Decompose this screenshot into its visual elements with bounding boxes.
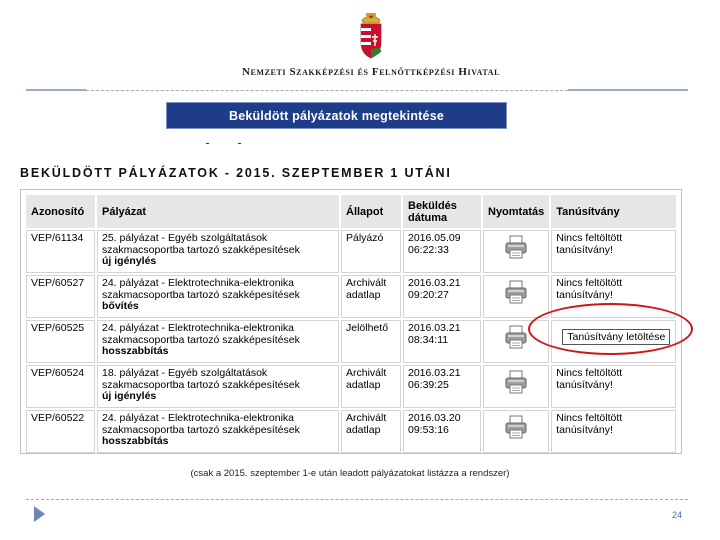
submit-date-cell: [403, 365, 481, 408]
print-cell: [483, 410, 549, 453]
application-cell: [97, 320, 339, 363]
application-title: 18. pályázat - Egyéb szolgáltatások szakmacsoportba tartozó szakképesítések: [102, 367, 300, 391]
applications-table: [24, 193, 678, 455]
column-header-print: Nyomtatás: [483, 195, 549, 228]
page-banner: Beküldött pályázatok megtekintése: [166, 102, 507, 129]
submit-date: 2016.05.09: [408, 232, 461, 244]
header-divider: [26, 90, 688, 91]
application-type: hosszabbítás: [102, 435, 169, 447]
printer-icon[interactable]: [505, 415, 527, 439]
application-cell: [97, 230, 339, 273]
table-row: [26, 275, 676, 318]
submit-time: 09:53:16: [408, 423, 449, 436]
page-title: BEKÜLDÖTT PÁLYÁZATOK - 2015. SZEPTEMBER 1 UTÁNI: [20, 166, 452, 180]
printer-icon[interactable]: [505, 325, 527, 349]
certificate-status: Nincs feltöltött tanúsítvány!: [551, 365, 676, 408]
table-row: [26, 410, 676, 453]
submit-date: 2016.03.21: [408, 277, 461, 289]
column-header-application: Pályázat: [97, 195, 339, 228]
application-id: VEP/60527: [26, 275, 95, 318]
print-cell: [483, 320, 549, 363]
coat-of-arms-icon: [357, 12, 385, 60]
print-cell: [483, 275, 549, 318]
application-cell: [97, 275, 339, 318]
application-status: Archivált adatlap: [341, 365, 401, 408]
table-row: [26, 365, 676, 408]
submit-date-cell: [403, 275, 481, 318]
application-status: Pályázó: [341, 230, 401, 273]
application-status: Archivált adatlap: [341, 410, 401, 453]
submit-date: 2016.03.20: [408, 412, 461, 424]
print-cell: [483, 365, 549, 408]
certificate-status: Nincs feltöltött tanúsítvány!: [551, 410, 676, 453]
application-type: hosszabbítás: [102, 345, 169, 357]
next-slide-arrow-icon: [34, 506, 45, 522]
column-header-certificate: Tanúsítvány: [551, 195, 676, 228]
application-type: bővítés: [102, 300, 139, 312]
download-certificate-button[interactable]: Tanúsítvány letöltése: [562, 329, 670, 345]
organization-name: Nemzeti Szakképzési és Felnőttképzési Hivatal: [241, 66, 501, 78]
application-id: VEP/61134: [26, 230, 95, 273]
column-header-id: Azonosító: [26, 195, 95, 228]
application-status: Jelölhető: [341, 320, 401, 363]
printer-icon[interactable]: [505, 235, 527, 259]
submit-time: 09:20:27: [408, 288, 449, 301]
list-footnote: (csak a 2015. szeptember 1-e után leadott pályázatokat listázza a rendszer): [190, 468, 510, 479]
submit-time: 08:34:11: [408, 333, 449, 346]
decorative-tick: [206, 143, 209, 144]
printer-icon[interactable]: [505, 370, 527, 394]
footer-divider: [26, 499, 688, 500]
submit-date: 2016.03.21: [408, 322, 461, 334]
column-header-status: Állapot: [341, 195, 401, 228]
application-title: 24. pályázat - Elektrotechnika-elektronika szakmacsoportba tartozó szakképesítések: [102, 277, 300, 301]
certificate-cell: [551, 320, 676, 363]
submit-date: 2016.03.21: [408, 367, 461, 379]
table-row: [26, 320, 676, 363]
application-cell: [97, 410, 339, 453]
decorative-tick: [238, 143, 241, 144]
submit-time: 06:39:25: [408, 378, 449, 391]
application-title: 25. pályázat - Egyéb szolgáltatások szakmacsoportba tartozó szakképesítések: [102, 232, 300, 256]
submit-date-cell: [403, 320, 481, 363]
applications-table-container: [20, 189, 682, 454]
application-type: új igénylés: [102, 255, 157, 267]
printer-icon[interactable]: [505, 280, 527, 304]
submit-date-cell: [403, 410, 481, 453]
application-title: 24. pályázat - Elektrotechnika-elektronika szakmacsoportba tartozó szakképesítések: [102, 322, 300, 346]
application-id: VEP/60525: [26, 320, 95, 363]
submit-date-cell: [403, 230, 481, 273]
certificate-status: Nincs feltöltött tanúsítvány!: [551, 230, 676, 273]
print-cell: [483, 230, 549, 273]
table-row: [26, 230, 676, 273]
certificate-status: Nincs feltöltött tanúsítvány!: [551, 275, 676, 318]
application-id: VEP/60522: [26, 410, 95, 453]
application-type: új igénylés: [102, 390, 157, 402]
application-id: VEP/60524: [26, 365, 95, 408]
page-number: 24: [672, 510, 683, 520]
submit-time: 06:22:33: [408, 243, 449, 256]
column-header-submit-date: Beküldés dátuma: [403, 195, 481, 228]
application-cell: [97, 365, 339, 408]
table-header-row: [26, 195, 676, 228]
application-title: 24. pályázat - Elektrotechnika-elektronika szakmacsoportba tartozó szakképesítések: [102, 412, 300, 436]
application-status: Archivált adatlap: [341, 275, 401, 318]
